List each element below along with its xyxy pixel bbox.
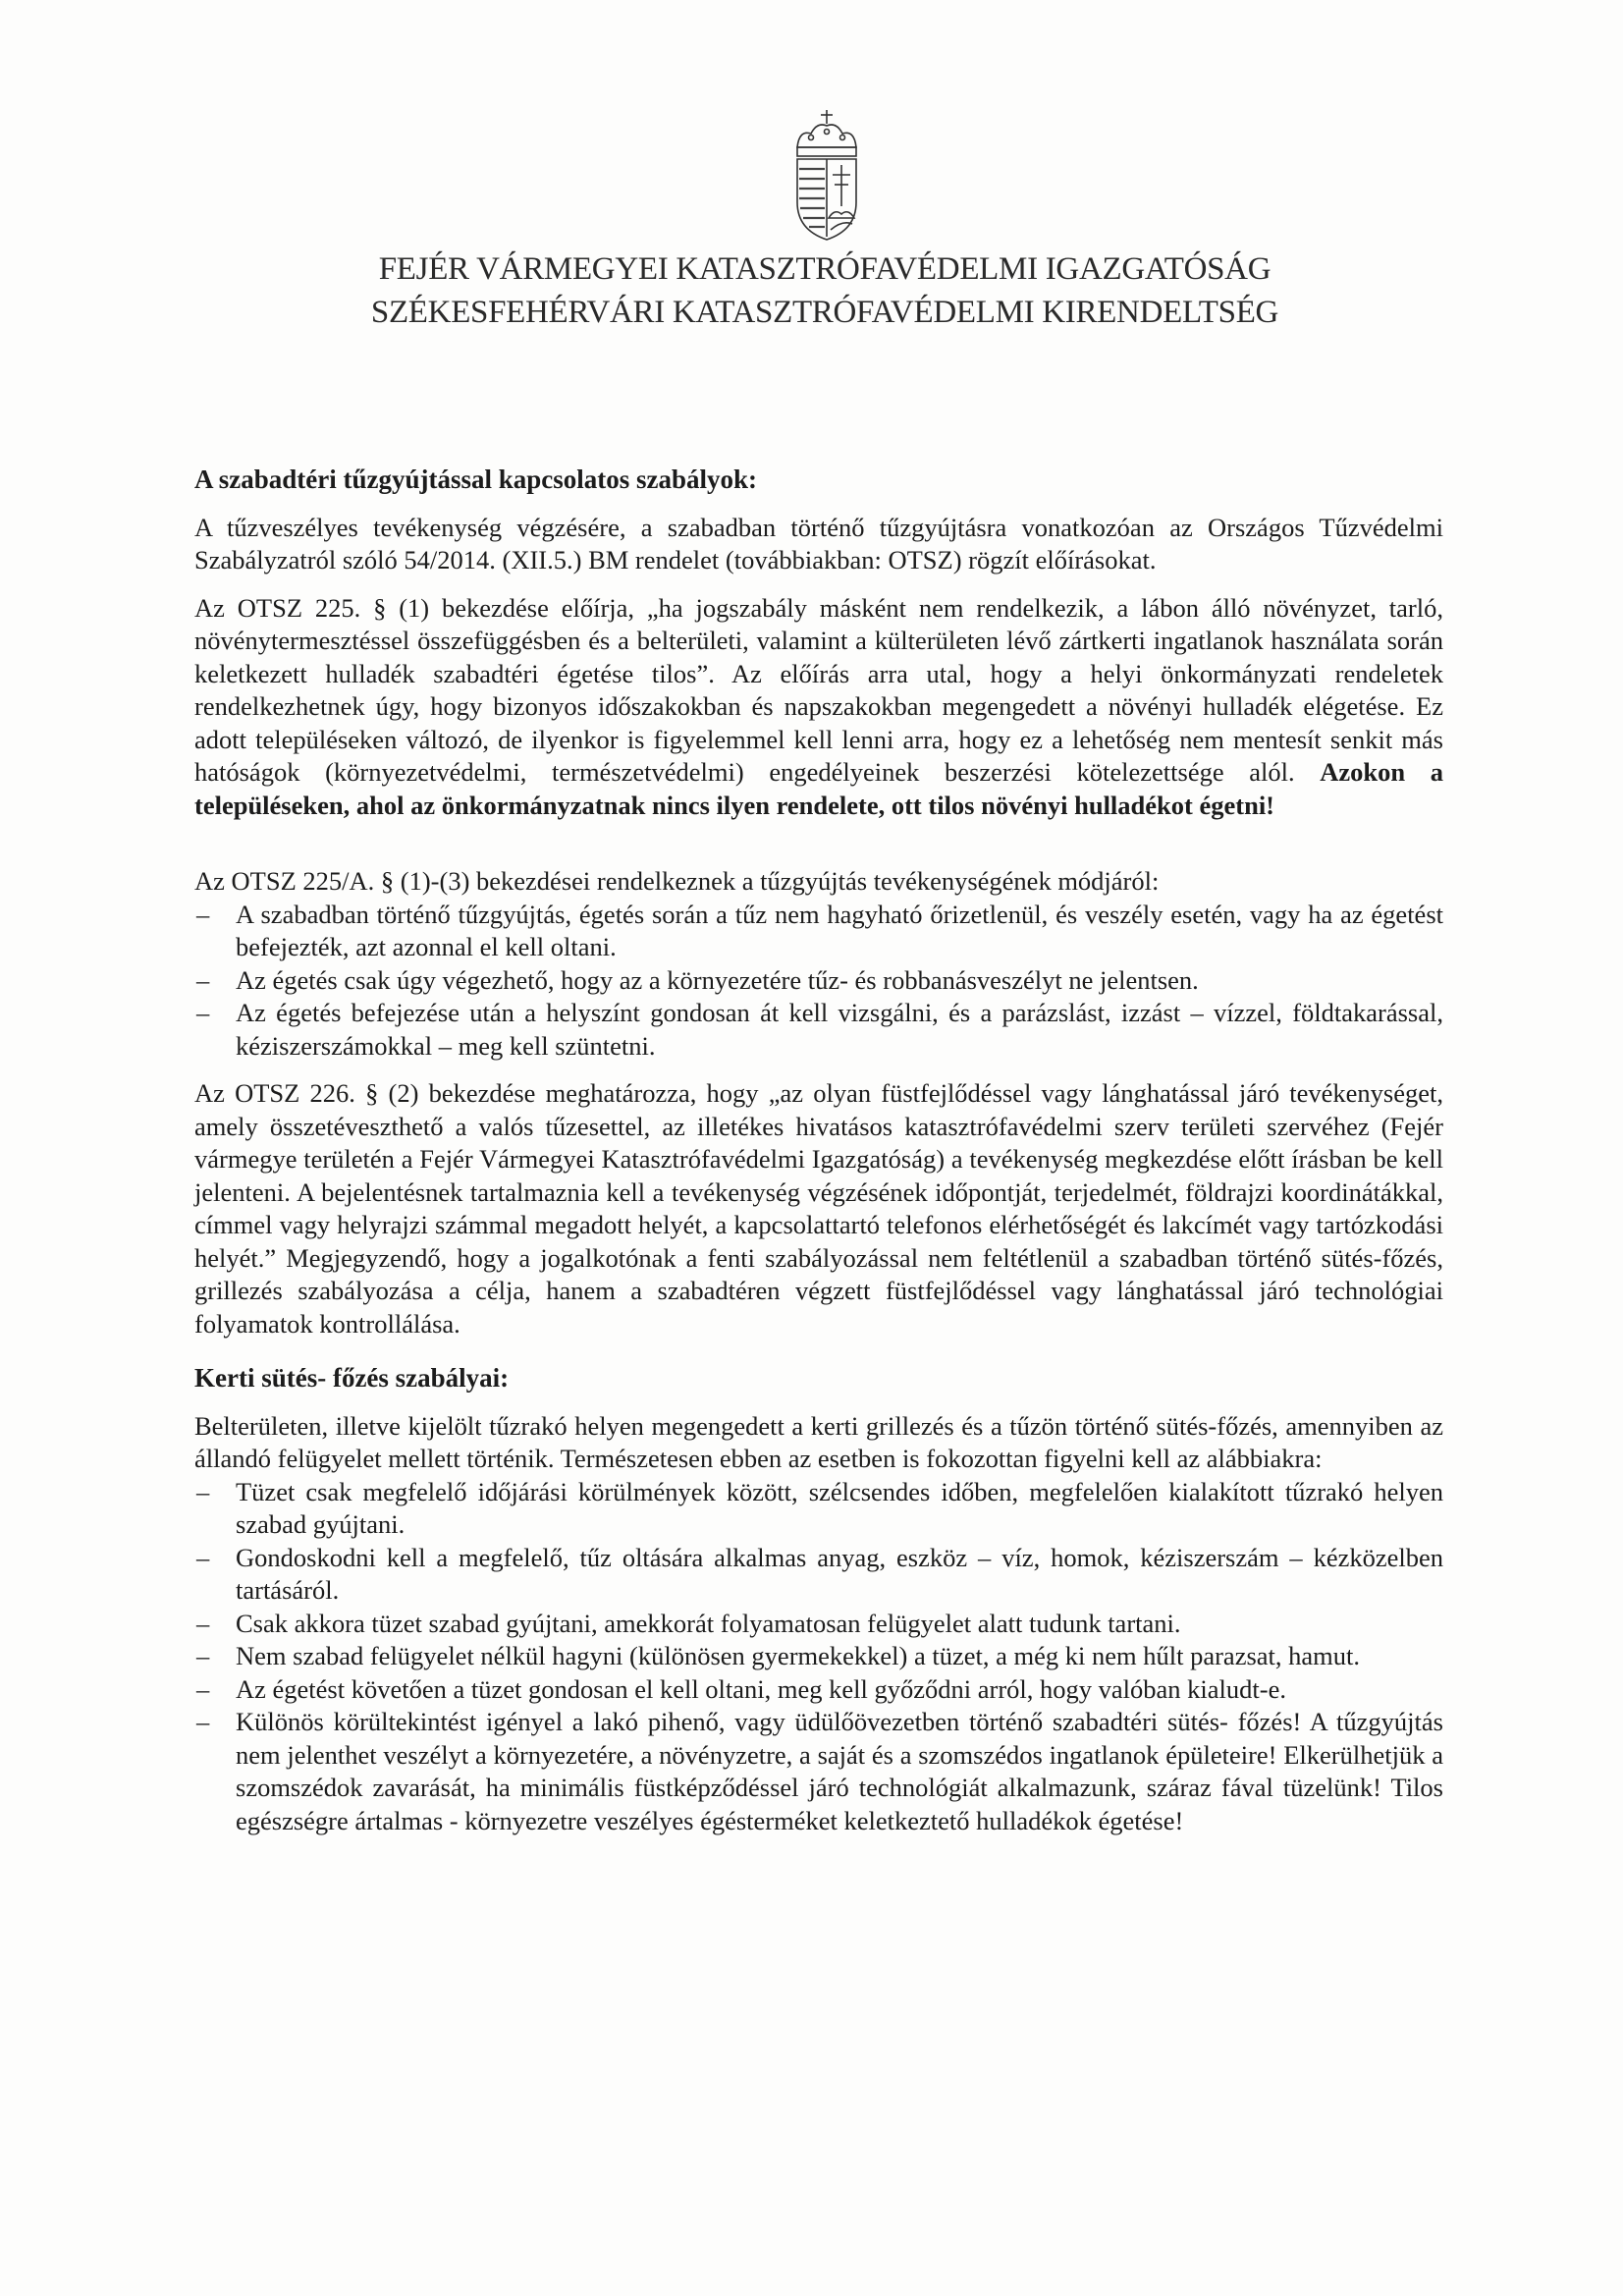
list-item <box>194 1476 1443 1542</box>
dash-bullet: – <box>196 964 210 995</box>
list-item-text: Gondoskodni kell a megfelelő, tűz oltására alkalmas anyag, eszköz – víz, homok, kéziszerszám – kézközelben tartásáról. <box>236 1542 1443 1605</box>
section-heading-outdoor-fire: A szabadtéri tűzgyújtással kapcsolatos szabályok: <box>194 465 758 494</box>
institution-name-line1: FEJÉR VÁRMEGYEI KATASZTRÓFAVÉDELMI IGAZGATÓSÁG <box>378 251 1271 287</box>
list-item <box>194 1673 1443 1707</box>
list-item <box>194 899 1443 964</box>
list-item <box>194 1542 1443 1608</box>
document-body <box>194 464 1443 1837</box>
paragraph-otsz-225-bold-warning: Azokon a településeken, ahol az önkormányzatnak nincs ilyen rendelete, ott tilos növényi hulladékot égetni! <box>194 757 1443 820</box>
dash-bullet: – <box>196 1476 210 1506</box>
paragraph-garden-intro: Belterületen, illetve kijelölt tűzrakó helyen megengedett a kerti grillezés és a tűzön történő sütés-főzés, amennyiben az állandó felügyelet mellett történik. Természetesen ebben az esetben is fokozottan figyelni kell az alábbiakra: <box>194 1410 1443 1473</box>
paragraph-otsz-225a: Az OTSZ 225/A. § (1)-(3) bekezdései rendelkeznek a tűzgyújtás tevékenységének módjáról: <box>194 866 1160 896</box>
institution-name-line2: SZÉKESFEHÉRVÁRI KATASZTRÓFAVÉDELMI KIRENDELTSÉG <box>370 295 1279 330</box>
dash-bullet: – <box>196 1673 210 1704</box>
dash-bullet: – <box>196 1707 210 1736</box>
dash-bullet: – <box>196 899 210 929</box>
list-item-text: Az égetést követően a tüzet gondosan el kell oltani, meg kell győződni arról, hogy valóban kialudt-e. <box>236 1673 1286 1704</box>
hungarian-coat-of-arms-icon <box>784 108 870 244</box>
paragraph-intro: A tűzveszélyes tevékenység végzésére, a szabadban történő tűzgyújtásra vonatkozóan az Országos Tűzvédelmi Szabályzatról szóló 54/2014. (XII.5.) BM rendelet (továbbiakban: OTSZ) rögzít előírásokat. <box>194 512 1443 574</box>
otsz-225a-list <box>194 899 1443 1064</box>
list-item-text: Csak akkora tüzet szabad gyújtani, amekkorát folyamatosan felügyelet alatt tudunk tartani. <box>236 1608 1181 1638</box>
institution-header <box>295 247 1355 334</box>
paragraph-otsz-225 <box>194 592 1443 823</box>
list-item-text: Különös körültekintést igényel a lakó pihenő, vagy üdülőövezetben történő szabadtéri sütés- főzés! A tűzgyújtás nem jelenthet veszélyt a környezetére, a növényzetre, a saját és a szomszédos ingatlanok épületeire! Elkerülhetjük a szomszédok zavarását, ha minimális füstképződéssel járó technológiát alkalmazunk, száraz fával tüzelünk! Tilos egészségre ártalmas - környezetre veszélyes égésterméket keletkeztető hulladékok égetése! <box>236 1707 1443 1835</box>
list-item-text: Nem szabad felügyelet nélkül hagyni (különösen gyermekekkel) a tüzet, a még ki nem hűlt parazsat, hamut. <box>236 1641 1360 1670</box>
list-item-text: Az égetés befejezése után a helyszínt gondosan át kell vizsgálni, és a parázslást, izzást – vízzel, földtakarással, kéziszerszámokkal – meg kell szüntetni. <box>236 998 1443 1061</box>
list-item-text: Az égetés csak úgy végezhető, hogy az a környezetére tűz- és robbanásveszélyt ne jelentsen. <box>236 964 1199 995</box>
dash-bullet: – <box>196 1542 210 1572</box>
paragraph-otsz-225-text: Az OTSZ 225. § (1) bekezdése előírja, „ha jogszabály másként nem rendelkezik, a lábon álló növényzet, tarló, növénytermesztéssel összefüggésben és a belterületi, valamint a külterületen lévő zártkerti ingatlanok használata során keletkezett hulladék szabadtéri égetése tilos”. Az előírás arra utal, hogy a helyi önkormányzati rendeletek rendelkezhetnek úgy, hogy bizonyos időszakokban és napszakokban megengedett a növényi hulladék elégetése. Ez adott településeken változó, de ilyenkor is figyelemmel kell lenni arra, hogy ez a lehetőség nem mentesít senkit más hatóságok (környezetvédelmi, természetvédelmi) engedélyeinek beszerzési kötelezettsége alól. <box>194 592 1443 787</box>
dash-bullet: – <box>196 1608 210 1638</box>
dash-bullet: – <box>196 998 210 1027</box>
section-heading-garden-cooking: Kerti sütés- főzés szabályai: <box>194 1363 510 1393</box>
list-item <box>194 997 1443 1063</box>
list-item <box>194 1706 1443 1837</box>
garden-cooking-list <box>194 1476 1443 1838</box>
dash-bullet: – <box>196 1641 210 1670</box>
list-item-text: A szabadban történő tűzgyújtás, égetés során a tűz nem hagyható őrizetlenül, és veszély esetén, vagy ha az égetést befejezték, azt azonnal el kell oltani. <box>236 899 1443 961</box>
list-item <box>194 1640 1443 1673</box>
list-item <box>194 964 1443 998</box>
list-item-text: Tüzet csak megfelelő időjárási körülmények között, szélcsendes időben, megfelelően kialakított tűzrakó helyen szabad gyújtani. <box>236 1476 1443 1539</box>
paragraph-otsz-226: Az OTSZ 226. § (2) bekezdése meghatározza, hogy „az olyan füstfejlődéssel vagy lánghatással járó tevékenységet, amely összetéveszthető a valós tűzesettel, az illetékes hivatásos katasztrófavédelmi szerv területi szervéhez (Fejér vármegye területén a Fejér Vármegyei Katasztrófavédelmi Igazgatóság) a tevékenység megkezdése előtt írásban be kell jelenteni. A bejelentésnek tartalmaznia kell a tevékenység végzésének időpontját, terjedelmét, földrajzi koordinátákkal, címmel vagy helyrajzi számmal megadott helyét, a kapcsolattartó telefonos elérhetőségét és lakcímét vagy tartózkodási helyét.” Megjegyzendő, hogy a jogalkotónak a fenti szabályozással nem feltétlenül a szabadban történő sütés-főzés, grillezés szabályozása a célja, hanem a szabadtéren végzett füstfejlődéssel vagy lánghatással járó technológiai folyamatok kontrollálása. <box>194 1078 1443 1339</box>
list-item <box>194 1608 1443 1641</box>
